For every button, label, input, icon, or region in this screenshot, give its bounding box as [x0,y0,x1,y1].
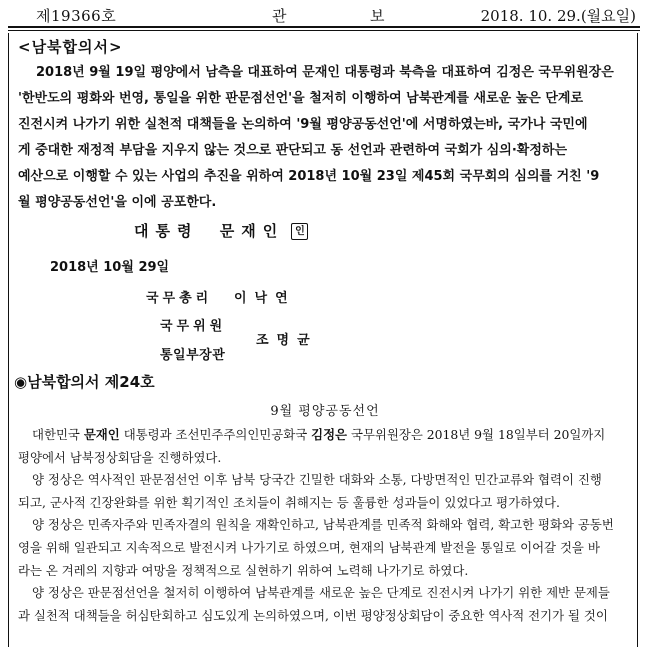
body-text-segment: 대한민국 [32,427,84,442]
promulgation-line: 예산으로 이행할 수 있는 사업의 추진을 위하여 2018년 10월 23일 제45회 국무회의 심의를 거친 '9 [18,169,600,184]
publication-date: 2018. 10. 29.(월요일) [480,7,636,25]
leader-name-moon: 문재인 [83,427,120,442]
body-text-segment: 국무위원장은 2018년 9월 18일부터 20일까지 [347,427,606,442]
president-signature [134,220,308,241]
president-name: 문재인 [219,222,285,240]
body-text-segment: 대통령과 조선민주주의인민공화국 [119,427,312,442]
signing-date: 2018년 10월 29일 [50,260,170,275]
minister-title: 국무위원 [160,319,227,334]
gazette-title-char-1: 관 [272,7,287,25]
promulgation-line: 게 중대한 재정적 부담을 지우지 않는 것으로 판단되고 동 선언과 관련하여 국회가 심의·확정하는 [18,143,568,158]
issue-number: 제19366호 [36,7,117,25]
leader-name-kim: 김정은 [311,427,348,442]
body-line: 과 실천적 대책들을 허심탄회하고 심도있게 논의하였으며, 이번 평양정상회담이 중요한 역사적 전기가 될 것이 [18,607,608,623]
body-line: 영을 위해 일관되고 지속적으로 발전시켜 나가기로 하였으며, 현재의 남북관계 발전을 통일로 이어갈 것을 바 [18,539,600,555]
body-line [18,424,626,447]
body-line: 양 정상은 역사적인 판문점선언 이후 남북 당국간 긴밀한 대화와 소통, 다방면적인 민간교류와 협력이 진행 [32,472,602,488]
prime-minister-title: 국무총리 [146,291,213,306]
president-label: 대통령 [134,222,199,240]
minister-department: 통일부장관 [160,348,226,363]
promulgation-line: 2018년 9월 19일 평양에서 남측을 대표하여 문재인 대통령과 북측을 대표하여 김정은 국무위원장은 [36,65,614,80]
body-line: 양 정상은 판문점선언을 철저히 이행하여 남북관계를 새로운 높은 단계로 진전시켜 나가기 위한 제반 문제들 [32,585,610,601]
body-line: 되고, 군사적 긴장완화를 위한 획기적인 조치들이 취해지는 등 훌륭한 성과들이 있었다고 평가하였다. [18,494,560,510]
agreement-title: ◉남북합의서 제24호 [14,373,155,391]
declaration-body [18,424,626,627]
promulgation-line: 진전시켜 나가기 위한 실천적 대책들을 논의하여 '9월 평양공동선언'에 서명하였는바, 국가나 국민에 [18,117,588,132]
official-seal-icon: 인 [291,223,308,240]
gazette-title-char-2: 보 [370,7,385,25]
document-title: 9월 평양공동선언 [270,404,380,419]
body-line: 양 정상은 민족자주와 민족자결의 원칙을 재확인하고, 남북관계를 민족적 화해와 협력, 확고한 평화와 공동번 [32,517,614,533]
prime-minister-name: 이낙연 [234,291,296,306]
promulgation-line: 월 평양공동선언'을 이에 공포한다. [18,195,217,210]
minister-name: 조명균 [256,333,318,348]
header-rule-thin [8,30,640,31]
body-line: 라는 온 겨레의 지향과 여망을 정책적으로 실현하기 위하여 노력해 나가기로 하였다. [18,562,469,578]
promulgation-line: '한반도의 평화와 번영, 통일을 위한 판문점선언'을 철저히 이행하여 남북관계를 새로운 높은 단계로 [18,91,584,106]
header-rule-thick [8,26,640,28]
body-line: 평양에서 남북정상회담을 진행하였다. [18,449,222,465]
section-title: <남북합의서> [18,38,123,56]
promulgation-text [18,60,624,216]
